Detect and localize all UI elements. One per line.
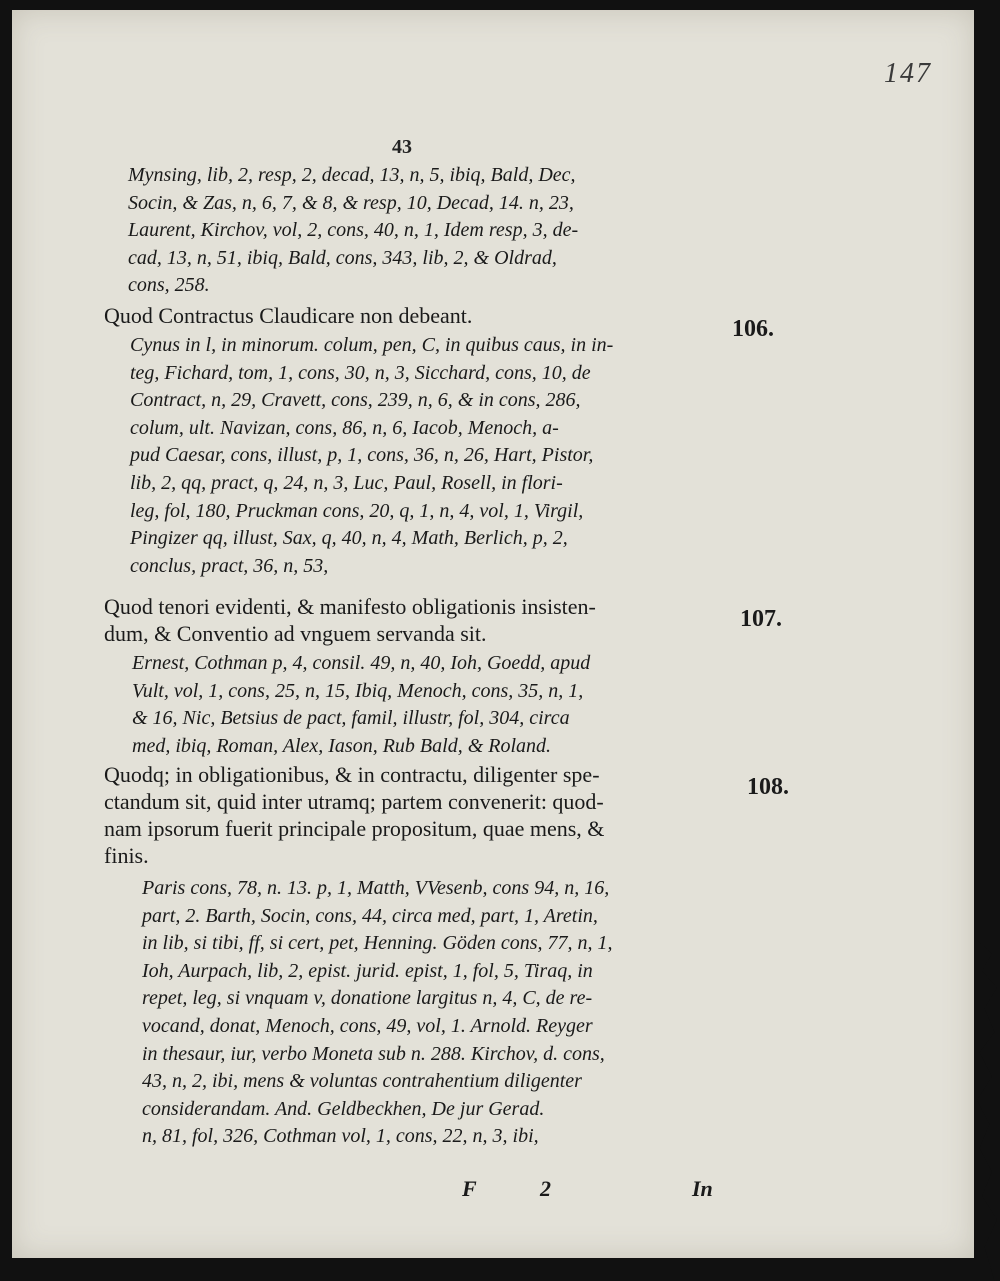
citation-line: in thesaur, iur, verbo Moneta sub n. 288. Kirchov, d. cons, (142, 1042, 605, 1065)
margin-number: 107. (740, 606, 782, 632)
citation-block (132, 650, 590, 760)
citation-line: Pingizer qq, illust, Sax, q, 40, n, 4, Math, Berlich, p, 2, (130, 527, 568, 550)
heading-line: ctandum sit, quid inter utramq; partem convenerit: quod- (104, 789, 604, 814)
citation-line: considerandam. And. Geldbeckhen, De jur Gerad. (142, 1097, 545, 1120)
citation-line: vocand, donat, Menoch, cons, 49, vol, 1. Arnold. Reyger (142, 1014, 593, 1037)
citation-line: repet, leg, si vnquam v, donatione largitus n, 4, C, de re- (142, 987, 593, 1010)
heading-line: dum, & Conventio ad vnguem servanda sit. (104, 621, 487, 646)
citation-line: part, 2. Barth, Socin, cons, 44, circa med, part, 1, Aretin, (142, 904, 598, 927)
citation-line: Socin, & Zas, n, 6, 7, & 8, & resp, 10, Decad, 14. n, 23, (128, 191, 574, 214)
heading-line: Quodq; in obligationibus, & in contractu, diligenter spe- (104, 762, 600, 787)
citation-line: cons, 258. (128, 274, 210, 297)
citation-line: Cynus in l, in minorum. colum, pen, C, in quibus caus, in in- (130, 334, 614, 356)
citation-line: Ernest, Cothman p, 4, consil. 49, n, 40, Ioh, Goedd, apud (132, 652, 591, 674)
citation-line: in lib, si tibi, ff, si cert, pet, Henning. Göden cons, 77, n, 1, (142, 932, 613, 955)
citation-line: leg, fol, 180, Pruckman cons, 20, q, 1, n, 4, vol, 1, Virgil, (130, 499, 584, 522)
citation-line: teg, Fichard, tom, 1, cons, 30, n, 3, Sicchard, cons, 10, de (130, 361, 591, 384)
heading-line: Quod tenori evidenti, & manifesto obligationis insisten- (104, 594, 596, 619)
catchword: In (692, 1176, 713, 1201)
section-heading (104, 761, 604, 869)
citation-line: lib, 2, qq, pract, q, 24, n, 3, Luc, Paul, Rosell, in flori- (130, 471, 563, 494)
citation-block (130, 332, 613, 580)
citation-line: conclus, pract, 36, n, 53, (130, 554, 329, 577)
citation-line: cad, 13, n, 51, ibiq, Bald, cons, 343, lib, 2, & Oldrad, (128, 246, 557, 269)
signature-number: 2 (540, 1176, 551, 1201)
citation-line: Laurent, Kirchov, vol, 2, cons, 40, n, 1, Idem resp, 3, de- (128, 219, 579, 242)
citation-line: med, ibiq, Roman, Alex, Iason, Rub Bald, & Roland. (132, 734, 552, 757)
section-heading (104, 593, 596, 647)
citation-line: pud Caesar, cons, illust, p, 1, cons, 36, n, 26, Hart, Pistor, (130, 444, 594, 467)
citation-line: colum, ult. Navizan, cons, 86, n, 6, Iacob, Menoch, a- (130, 416, 559, 439)
margin-number: 108. (747, 774, 789, 800)
heading-line: finis. (104, 843, 149, 868)
citation-line: Contract, n, 29, Cravett, cons, 239, n, 6, & in cons, 286, (130, 389, 581, 412)
heading-line: Quod Contractus Claudicare non debeant. (104, 303, 473, 328)
signature-mark: F (462, 1176, 477, 1201)
margin-number: 106. (732, 316, 774, 342)
citation-line: Mynsing, lib, 2, resp, 2, decad, 13, n, 5, ibiq, Bald, Dec, (128, 164, 576, 186)
citation-line: & 16, Nic, Betsius de pact, famil, illustr, fol, 304, circa (132, 707, 570, 730)
folio-number: 147 (884, 58, 932, 89)
citation-line: Paris cons, 78, n. 13. p, 1, Matth, VVesenb, cons 94, n, 16, (142, 877, 610, 899)
citation-line: Vult, vol, 1, cons, 25, n, 15, Ibiq, Menoch, cons, 35, n, 1, (132, 679, 584, 702)
section-heading (104, 302, 472, 329)
citation-block (142, 875, 613, 1151)
page-number: 43 (392, 136, 412, 158)
citation-line: 43, n, 2, ibi, mens & voluntas contrahentium diligenter (142, 1070, 582, 1093)
torn-page-edge (962, 940, 1000, 1281)
heading-line: nam ipsorum fuerit principale propositum, quae mens, & (104, 816, 605, 841)
citation-line: Ioh, Aurpach, lib, 2, epist. jurid. epist, 1, fol, 5, Tiraq, in (142, 959, 593, 982)
citation-line: n, 81, fol, 326, Cothman vol, 1, cons, 22, n, 3, ibi, (142, 1125, 539, 1148)
citation-block (128, 162, 578, 300)
document-page (12, 10, 974, 1258)
